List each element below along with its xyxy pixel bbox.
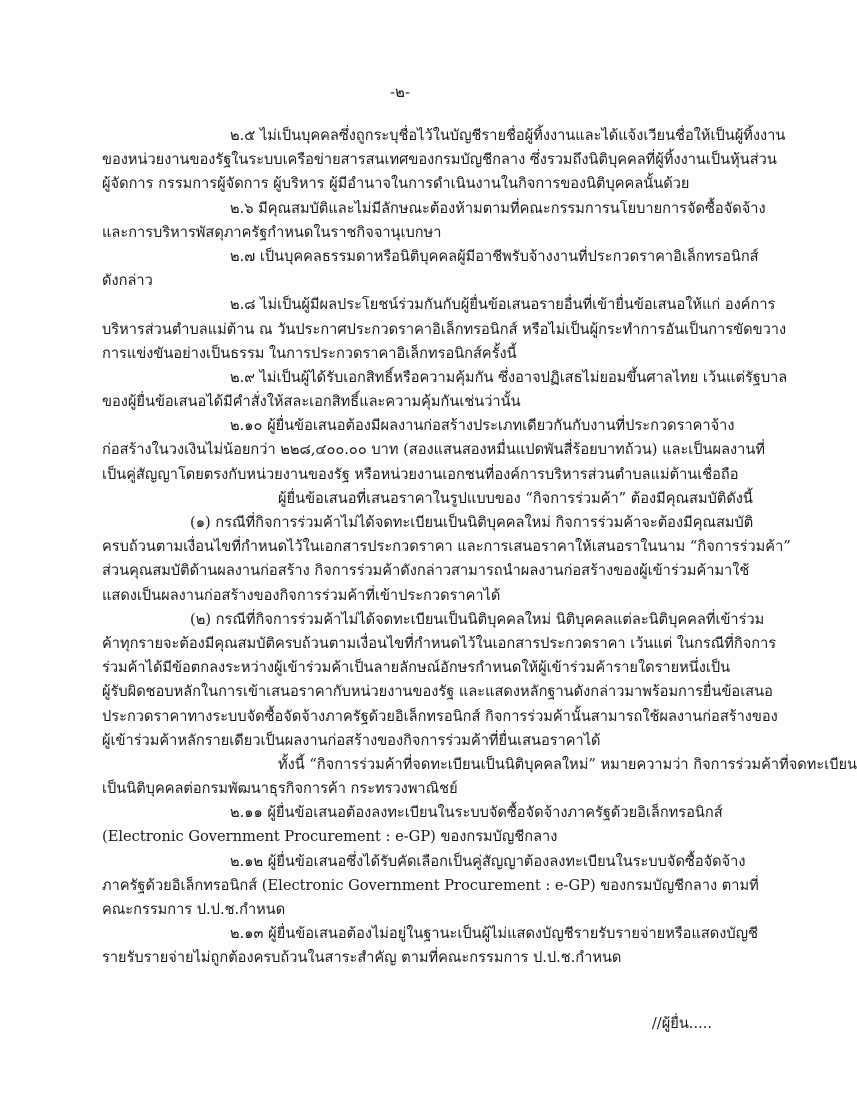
sub-clause-2-line-4: ผู้รับผิดชอบหลักในการเข้าเสนอราคากับหน่วยงานของรัฐ และแสดงหลักฐานดังกล่าวมาพร้อมการยื่นข้อเสนอ <box>102 683 773 701</box>
clause-2-9-line-1: ๒.๙ ไม่เป็นผู้ได้รับเอกสิทธิ์หรือความคุ้มกัน ซึ่งอาจปฏิเสธไม่ยอมขึ้นศาลไทย เว้นแต่รัฐบาล <box>230 368 788 386</box>
clause-2-11-line-2: (Electronic Government Procurement : e-GP) ของกรมบัญชีกลาง <box>102 828 558 846</box>
page-number: -๒- <box>389 83 411 101</box>
joint-venture-intro: ผู้ยื่นข้อเสนอที่เสนอราคาในรูปแบบของ “กิจการร่วมค้า” ต้องมีคุณสมบัติดังนี้ <box>278 489 753 507</box>
clause-2-10-line-3: เป็นคู่สัญญาโดยตรงกับหน่วยงานของรัฐ หรือหน่วยงานเอกชนที่องค์การบริหารส่วนตำบลแม่ต้านเชื่อถือ <box>102 465 739 483</box>
clause-2-6-line-2: และการบริหารพัสดุภาครัฐกำหนดในราชกิจจานุเบกษา <box>102 223 442 241</box>
sub-clause-1-line-1: (๑) กรณีที่กิจการร่วมค้าไม่ได้จดทะเบียนเป็นนิติบุคคลใหม่ กิจการร่วมค้าจะต้องมีคุณสมบัติ <box>190 514 754 531</box>
sub-clause-1-line-2: ครบถ้วนตามเงื่อนไขที่กำหนดไว้ในเอกสารประกวดราคา และการเสนอราคาให้เสนอราในนาม “กิจการร่วมค้า” <box>102 538 791 556</box>
clause-2-8-line-3: การแข่งขันอย่างเป็นธรรม ในการประกวดราคาอิเล็กทรอนิกส์ครั้งนี้ <box>102 344 517 362</box>
clause-2-5-line-2: ของหน่วยงานของรัฐในระบบเครือข่ายสารสนเทศของกรมบัญชีกลาง ซึ่งรวมถึงนิติบุคคลที่ผู้ทิ้งงานเป็นหุ้นส่วน <box>102 151 777 169</box>
clause-2-12-line-2: ภาครัฐด้วยอิเล็กทรอนิกส์ (Electronic Government Procurement : e-GP) ของกรมบัญชีกลาง ตามที่ <box>102 876 759 894</box>
definition-line-1: ทั้งนี้ “กิจการร่วมค้าที่จดทะเบียนเป็นนิติบุคคลใหม่” หมายความว่า กิจการร่วมค้าที่จดทะเบียน <box>278 755 857 773</box>
clause-2-11-line-1: ๒.๑๑ ผู้ยื่นข้อเสนอต้องลงทะเบียนในระบบจัดซื้อจัดจ้างภาครัฐด้วยอิเล็กทรอนิกส์ <box>230 804 723 822</box>
sub-clause-2-line-1: (๒) กรณีที่กิจการร่วมค้าไม่ได้จดทะเบียนเป็นนิติบุคคลใหม่ นิติบุคคลแต่ละนิติบุคคลที่เข้าร่วม <box>190 610 765 628</box>
document-body <box>102 124 857 971</box>
sub-clause-2-line-3: ร่วมค้าได้มีข้อตกลงระหว่างผู้เข้าร่วมค้าเป็นลายลักษณ์อักษรกำหนดให้ผู้เข้าร่วมค้ารายใดรายหนึ่งเป็น <box>102 659 731 677</box>
clause-2-10-line-1: ๒.๑๐ ผู้ยื่นข้อเสนอต้องมีผลงานก่อสร้างประเภทเดียวกันกับงานที่ประกวดราคาจ้าง <box>230 417 735 435</box>
clause-2-5-line-3: ผู้จัดการ กรรมการผู้จัดการ ผู้บริหาร ผู้มีอำนาจในการดำเนินงานในกิจการของนิติบุคคลนั้นด้วย <box>102 175 690 193</box>
clause-2-13-line-1: ๒.๑๓ ผู้ยื่นข้อเสนอต้องไม่อยู่ในฐานะเป็นผู้ไม่แสดงบัญชีรายรับรายจ่ายหรือแสดงบัญชี <box>230 925 758 943</box>
clause-2-12-line-3: คณะกรรมการ ป.ป.ช.กำหนด <box>102 901 286 918</box>
sub-clause-2-line-6: ผู้เข้าร่วมค้าหลักรายเดียวเป็นผลงานก่อสร้างของกิจการร่วมค้าที่ยื่นเสนอราคาได้ <box>102 731 601 749</box>
sub-clause-2-line-5: ประกวดราคาทางระบบจัดซื้อจัดจ้างภาครัฐด้วยอิเล็กทรอนิกส์ กิจการร่วมค้านั้นสามารถใช้ผลงานก่อสร้างของ <box>102 707 778 725</box>
sub-clause-2-line-2: ค้าทุกรายจะต้องมีคุณสมบัติครบถ้วนตามเงื่อนไขที่กำหนดไว้ในเอกสารประกวดราคา เว้นแต่ ในกรณีที่กิจการ <box>102 634 777 652</box>
clause-2-6-line-1: ๒.๖ มีคุณสมบัติและไม่มีลักษณะต้องห้ามตามที่คณะกรรมการนโยบายการจัดซื้อจัดจ้าง <box>230 199 766 217</box>
clause-2-7-line-1: ๒.๗ เป็นบุคคลธรรมดาหรือนิติบุคคลผู้มีอาชีพรับจ้างงานที่ประกวดราคาอิเล็กทรอนิกส์ <box>230 247 759 265</box>
clause-2-9-line-2: ของผู้ยื่นข้อเสนอได้มีคำสั่งให้สละเอกสิทธิ์และความคุ้มกันเช่นว่านั้น <box>102 393 521 411</box>
clause-2-12-line-1: ๒.๑๒ ผู้ยื่นข้อเสนอซึ่งได้รับคัดเลือกเป็นคู่สัญญาต้องลงทะเบียนในระบบจัดซื้อจัดจ้าง <box>230 852 746 870</box>
clause-2-7-line-2: ดังกล่าว <box>102 272 153 290</box>
continuation-marker: //ผู้ยื่น..... <box>651 1015 712 1032</box>
clause-2-8-line-2: บริหารส่วนตำบลแม่ต้าน ณ วันประกาศประกวดราคาอิเล็กทรอนิกส์ หรือไม่เป็นผู้กระทำการอันเป็นการขัดขวาง <box>102 320 787 338</box>
clause-2-5-line-1: ๒.๕ ไม่เป็นบุคคลซึ่งถูกระบุชื่อไว้ในบัญชีรายชื่อผู้ทิ้งงานและได้แจ้งเวียนชื่อให้เป็นผู้ทิ้งงาน <box>230 127 786 144</box>
clause-2-8-line-1: ๒.๘ ไม่เป็นผู้มีผลประโยชน์ร่วมกันกับผู้ยื่นข้อเสนอรายอื่นที่เข้ายื่นข้อเสนอให้แก่ องค์การ <box>230 296 776 314</box>
clause-2-13-line-2: รายรับรายจ่ายไม่ถูกต้องครบถ้วนในสาระสำคัญ ตามที่คณะกรรมการ ป.ป.ช.กำหนด <box>102 949 622 967</box>
sub-clause-1-line-4: แสดงเป็นผลงานก่อสร้างของกิจการร่วมค้าที่เข้าประกวดราคาได้ <box>102 586 501 604</box>
definition-line-2: เป็นนิติบุคคลต่อกรมพัฒนาธุรกิจการค้า กระทรวงพาณิชย์ <box>102 780 458 798</box>
clause-2-10-line-2: ก่อสร้างในวงเงินไม่น้อยกว่า ๒๒๘,๔๐๐.๐๐ บาท (สองแสนสองหมื่นแปดพันสี่ร้อยบาทถ้วน) และเป็นผลงานที่ <box>102 441 765 459</box>
sub-clause-1-line-3: ส่วนคุณสมบัติด้านผลงานก่อสร้าง กิจการร่วมค้าดังกล่าวสามารถนำผลงานก่อสร้างของผู้เข้าร่วมค้ามาใช้ <box>102 562 750 580</box>
